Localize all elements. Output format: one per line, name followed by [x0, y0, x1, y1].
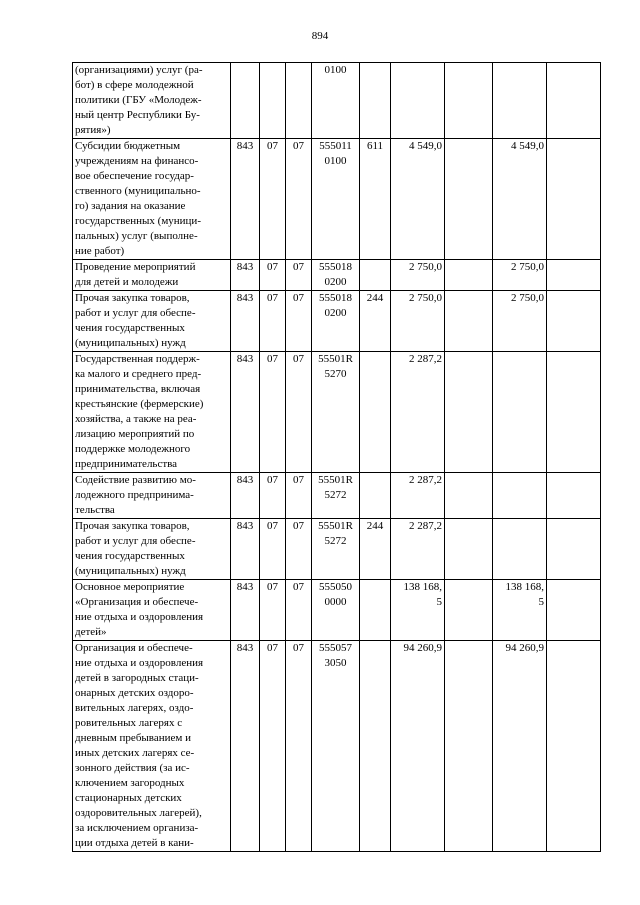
table-row: [73, 139, 601, 260]
subsection-code: 07: [286, 641, 312, 852]
table-row: [73, 63, 601, 139]
expense-code: [360, 260, 391, 291]
amount-cell: [445, 260, 493, 291]
amount-cell: 2 750,0: [391, 291, 445, 352]
expense-code: 244: [360, 291, 391, 352]
target-code: 55501R 5272: [312, 519, 360, 580]
amount-cell: 2 750,0: [493, 291, 547, 352]
expense-code: [360, 580, 391, 641]
amount-cell: [445, 352, 493, 473]
expense-code: [360, 63, 391, 139]
target-code: 555018 0200: [312, 291, 360, 352]
amount-cell: [445, 63, 493, 139]
subsection-code: 07: [286, 580, 312, 641]
amount-cell: [547, 260, 601, 291]
section-code: 07: [260, 519, 286, 580]
amount-cell: [391, 63, 445, 139]
admin-code: 843: [231, 641, 260, 852]
admin-code: 843: [231, 473, 260, 519]
item-name: Субсидии бюджетным учреждениям на финансо- вое обеспечение государ- ственного (муниципально- го) задания на оказание государственных (муници- пальных) услуг (выполне- ние работ): [73, 139, 231, 260]
target-code: 55501R 5272: [312, 473, 360, 519]
expense-code: [360, 641, 391, 852]
admin-code: 843: [231, 291, 260, 352]
amount-cell: 2 750,0: [391, 260, 445, 291]
item-name: (организациями) услуг (ра- бот) в сфере молодежной политики (ГБУ «Молодеж- ный центр Республики Бу- рятия»): [73, 63, 231, 139]
target-code: 555018 0200: [312, 260, 360, 291]
amount-cell: 138 168, 5: [493, 580, 547, 641]
table-row: [73, 641, 601, 852]
table-row: [73, 519, 601, 580]
item-name: Проведение мероприятий для детей и молодежи: [73, 260, 231, 291]
table-row: [73, 260, 601, 291]
expense-code: 244: [360, 519, 391, 580]
item-name: Государственная поддерж- ка малого и среднего пред- принимательства, включая крестьянские (фермерские) хозяйства, а также на реа- лизацию мероприятий по поддержке молодежного предпринимательства: [73, 352, 231, 473]
amount-cell: 94 260,9: [493, 641, 547, 852]
amount-cell: [547, 641, 601, 852]
amount-cell: [493, 519, 547, 580]
admin-code: 843: [231, 139, 260, 260]
budget-table: [72, 62, 601, 852]
subsection-code: 07: [286, 139, 312, 260]
amount-cell: [547, 473, 601, 519]
admin-code: 843: [231, 580, 260, 641]
section-code: 07: [260, 641, 286, 852]
table-row: [73, 580, 601, 641]
item-name: Прочая закупка товаров, работ и услуг для обеспе- чения государственных (муниципальных) нужд: [73, 519, 231, 580]
amount-cell: [547, 352, 601, 473]
amount-cell: 138 168, 5: [391, 580, 445, 641]
amount-cell: 2 750,0: [493, 260, 547, 291]
item-name: Организация и обеспече- ние отдыха и оздоровления детей в загородных стаци- онарных детских оздоро- вительных лагерях, оздо- ровительных лагерях с дневным пребыванием и иных детских лагерях се- зонного действия (за ис- ключением загородных стационарных детских оздоровительных лагерей), за исключением организа- ции отдыха детей в кани-: [73, 641, 231, 852]
amount-cell: [493, 473, 547, 519]
item-name: Содействие развитию мо- лодежного предпринима- тельства: [73, 473, 231, 519]
subsection-code: 07: [286, 519, 312, 580]
amount-cell: [445, 641, 493, 852]
amount-cell: [547, 580, 601, 641]
amount-cell: 4 549,0: [391, 139, 445, 260]
amount-cell: [445, 139, 493, 260]
amount-cell: 4 549,0: [493, 139, 547, 260]
admin-code: 843: [231, 260, 260, 291]
item-name: Основное мероприятие «Организация и обеспече- ние отдыха и оздоровления детей»: [73, 580, 231, 641]
item-name: Прочая закупка товаров, работ и услуг для обеспе- чения государственных (муниципальных) нужд: [73, 291, 231, 352]
amount-cell: [445, 291, 493, 352]
amount-cell: 94 260,9: [391, 641, 445, 852]
section-code: 07: [260, 580, 286, 641]
expense-code: 611: [360, 139, 391, 260]
table-row: [73, 352, 601, 473]
amount-cell: [445, 473, 493, 519]
target-code: 555011 0100: [312, 139, 360, 260]
amount-cell: [493, 352, 547, 473]
table-row: [73, 291, 601, 352]
section-code: 07: [260, 473, 286, 519]
amount-cell: [547, 139, 601, 260]
target-code: 555050 0000: [312, 580, 360, 641]
section-code: 07: [260, 291, 286, 352]
target-code: 0100: [312, 63, 360, 139]
subsection-code: 07: [286, 352, 312, 473]
amount-cell: [445, 580, 493, 641]
subsection-code: 07: [286, 291, 312, 352]
target-code: 555057 3050: [312, 641, 360, 852]
section-code: 07: [260, 352, 286, 473]
amount-cell: 2 287,2: [391, 519, 445, 580]
expense-code: [360, 352, 391, 473]
subsection-code: 07: [286, 473, 312, 519]
table-row: [73, 473, 601, 519]
amount-cell: 2 287,2: [391, 352, 445, 473]
subsection-code: [286, 63, 312, 139]
amount-cell: [547, 519, 601, 580]
amount-cell: [493, 63, 547, 139]
subsection-code: 07: [286, 260, 312, 291]
page-number: 894: [311, 30, 329, 42]
section-code: 07: [260, 260, 286, 291]
section-code: 07: [260, 139, 286, 260]
amount-cell: [445, 519, 493, 580]
amount-cell: 2 287,2: [391, 473, 445, 519]
amount-cell: [547, 63, 601, 139]
admin-code: 843: [231, 352, 260, 473]
admin-code: 843: [231, 519, 260, 580]
admin-code: [231, 63, 260, 139]
section-code: [260, 63, 286, 139]
expense-code: [360, 473, 391, 519]
amount-cell: [547, 291, 601, 352]
target-code: 55501R 5270: [312, 352, 360, 473]
